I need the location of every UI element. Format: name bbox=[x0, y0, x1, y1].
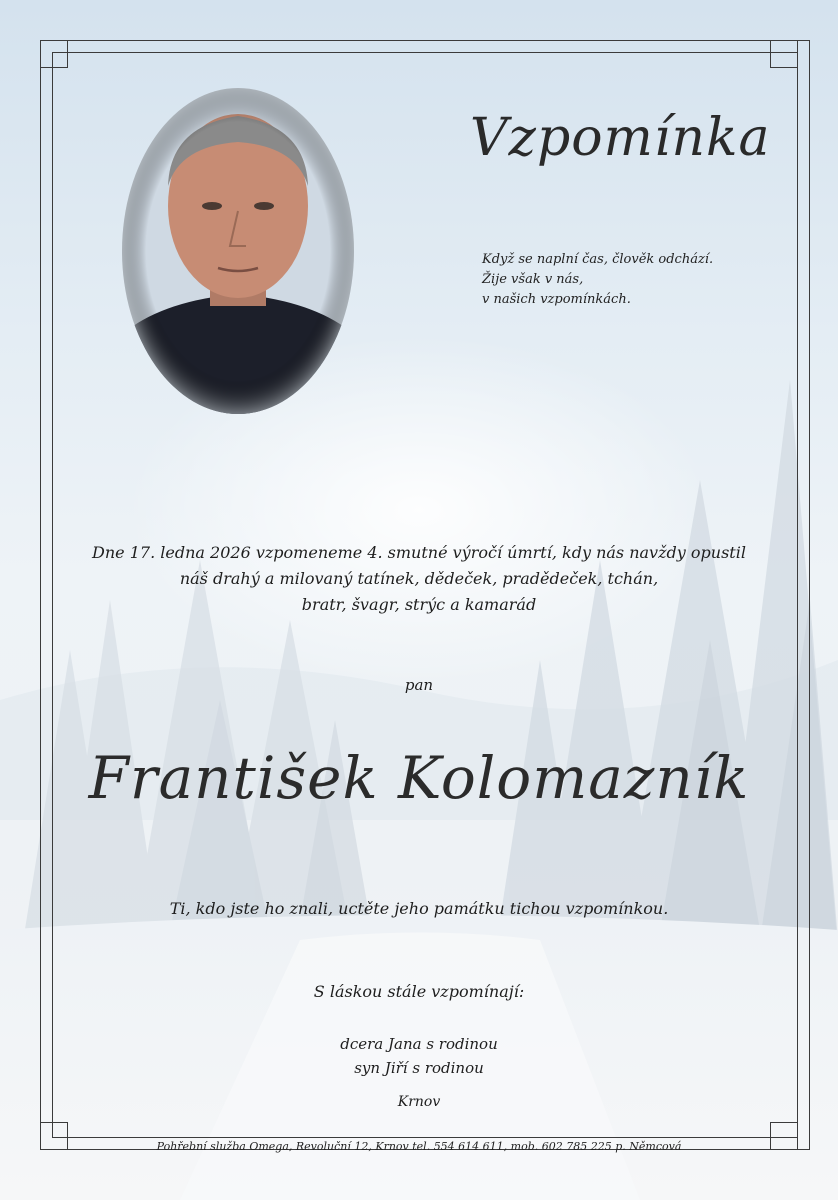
remember-heading: S láskou stále vzpomínají: bbox=[313, 982, 525, 1001]
quote-line: Když se naplní čas, člověk odchází. bbox=[482, 252, 714, 267]
family-member: dcera Jana s rodinou bbox=[340, 1035, 498, 1053]
announcement-line: náš drahý a milovaný tatínek, dědeček, pradědeček, tchán, bbox=[179, 569, 659, 588]
quote-line: v našich vzpomínkách. bbox=[482, 292, 631, 307]
city: Krnov bbox=[397, 1094, 441, 1110]
portrait-photo bbox=[120, 86, 356, 416]
family-list bbox=[60, 1032, 778, 1080]
announcement-text bbox=[60, 540, 778, 618]
funeral-service-footer: Pohřební služba Omega, Revoluční 12, Krnov tel. 554 614 611, mob. 602 785 225 p. Němcová bbox=[156, 1140, 682, 1153]
frame-corner-top-left bbox=[40, 40, 68, 68]
announcement-line: bratr, švagr, strýc a kamarád bbox=[301, 595, 537, 614]
deceased-name: František Kolomazník bbox=[88, 744, 750, 812]
announcement-line: Dne 17. ledna 2026 vzpomeneme 4. smutné výročí úmrtí, kdy nás navždy opustil bbox=[92, 543, 746, 562]
memorial-quote bbox=[482, 250, 782, 310]
frame-corner-top-right bbox=[770, 40, 798, 68]
respect-line: Ti, kdo jste ho znali, uctěte jeho památku tichou vzpomínkou. bbox=[169, 899, 669, 918]
quote-line: Žije však v nás, bbox=[482, 272, 584, 287]
family-member: syn Jiří s rodinou bbox=[354, 1059, 484, 1077]
honorific: pan bbox=[404, 676, 434, 694]
card-title: Vzpomínka bbox=[470, 108, 771, 168]
